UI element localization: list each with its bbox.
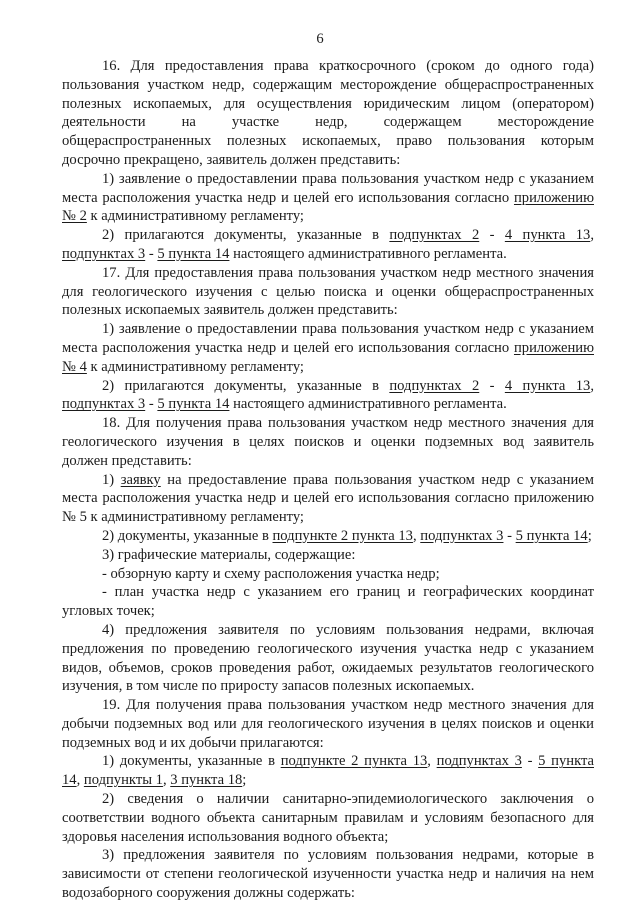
text-line bbox=[62, 339, 594, 358]
text-run: добычи подземных вод или для геологического изучения в целях поисков и оценки bbox=[62, 715, 594, 732]
text-run: , bbox=[76, 772, 84, 789]
cross-reference-link[interactable]: подпунктах 2 bbox=[389, 377, 480, 394]
text-line bbox=[62, 264, 594, 283]
text-run: на предоставление права пользования участком недр с указанием bbox=[160, 471, 595, 488]
text-run: предложения по проведению геологического изучения участка недр с указанием bbox=[62, 640, 594, 657]
text-line bbox=[62, 527, 594, 546]
text-run: места расположения участка недр и целей его использования согласно приложению bbox=[62, 490, 594, 507]
cross-reference-link[interactable]: № 4 bbox=[62, 358, 87, 375]
text-line bbox=[62, 283, 594, 302]
text-line bbox=[62, 226, 594, 245]
text-line bbox=[62, 132, 594, 151]
text-run: деятельности на участке недр, содержащем месторождение bbox=[62, 114, 594, 131]
text-run: , bbox=[590, 227, 594, 244]
text-run: - bbox=[145, 396, 158, 413]
text-line bbox=[62, 602, 594, 621]
text-line bbox=[62, 113, 594, 132]
text-line bbox=[62, 846, 594, 865]
text-run: к административному регламенту; bbox=[86, 358, 304, 375]
cross-reference-link[interactable]: заявку bbox=[120, 471, 161, 488]
cross-reference-link[interactable]: 4 пункта 13 bbox=[504, 377, 591, 394]
text-line bbox=[62, 189, 594, 208]
cross-reference-link[interactable]: подпунктах 3 bbox=[62, 396, 146, 413]
text-line bbox=[62, 734, 594, 753]
text-line bbox=[62, 659, 594, 678]
text-run: 1) заявление о предоставлении права пользования участком недр с указанием bbox=[102, 321, 594, 338]
text-line bbox=[62, 565, 594, 584]
cross-reference-link[interactable]: подпунктах 2 bbox=[389, 227, 480, 244]
text-run: 3) графические материалы, содержащие: bbox=[102, 546, 356, 563]
text-run: видов, объемов, сроков проведения работ, ожидаемых результатов геологического bbox=[62, 659, 594, 676]
text-run: подземных вод и их добычи прилагаются: bbox=[62, 734, 324, 751]
cross-reference-link[interactable]: 5 пункта 14 bbox=[515, 527, 588, 544]
text-line bbox=[62, 395, 594, 414]
text-run: - bbox=[479, 227, 505, 244]
text-run: к административному регламенту; bbox=[86, 208, 304, 225]
text-line bbox=[62, 715, 594, 734]
cross-reference-link[interactable]: 4 пункта 13 bbox=[504, 227, 591, 244]
text-run: настоящего административного регламента. bbox=[229, 396, 507, 413]
text-run: , bbox=[162, 772, 171, 789]
text-run: - bbox=[479, 377, 505, 394]
text-line bbox=[62, 583, 594, 602]
text-run: ; bbox=[587, 527, 592, 544]
page-number: 6 bbox=[316, 31, 324, 47]
text-line bbox=[62, 508, 594, 527]
text-run: 2) прилагаются документы, указанные в bbox=[102, 227, 390, 244]
text-run: 19. Для получения права пользования участком недр местного значения для bbox=[102, 697, 594, 714]
cross-reference-link[interactable]: подпункте 2 пункта 13 bbox=[272, 527, 413, 544]
text-run: 18. Для получения права пользования участком недр местного значения для bbox=[102, 415, 594, 432]
text-run: № 5 к административному регламенту; bbox=[62, 509, 304, 526]
text-run: соответствии водного объекта санитарным правилам и условиям безопасного для bbox=[62, 809, 594, 826]
text-run: 3) предложения заявителя по условиям пользования недрами, которые в bbox=[102, 847, 594, 864]
cross-reference-link[interactable]: 14 bbox=[62, 772, 77, 789]
text-line bbox=[62, 151, 594, 170]
text-line bbox=[62, 884, 594, 903]
text-line bbox=[62, 640, 594, 659]
text-run: для геологического изучения с целью поиска и оценки общераспространенных bbox=[62, 283, 594, 300]
text-run: 2) прилагаются документы, указанные в bbox=[102, 377, 390, 394]
text-run: досрочно прекращено, заявитель должен представить: bbox=[62, 151, 401, 168]
cross-reference-link[interactable]: приложению bbox=[513, 339, 594, 356]
cross-reference-link[interactable]: подпункте 2 пункта 13 bbox=[280, 753, 428, 770]
text-line bbox=[62, 358, 594, 377]
text-line bbox=[62, 621, 594, 640]
cross-reference-link[interactable]: 3 пункта 18 bbox=[170, 772, 243, 789]
text-line bbox=[62, 809, 594, 828]
text-line bbox=[62, 245, 594, 264]
text-run: - обзорную карту и схему расположения участка недр; bbox=[102, 565, 440, 582]
text-run: 1) документы, указанные в bbox=[102, 753, 281, 770]
text-line bbox=[62, 320, 594, 339]
text-line bbox=[62, 546, 594, 565]
text-run: места расположения участка недр и целей его использования согласно bbox=[62, 189, 514, 206]
text-run: здоровья населения использования водного объекта; bbox=[62, 828, 389, 845]
text-line bbox=[62, 471, 594, 490]
text-run: - bbox=[503, 527, 516, 544]
document-body bbox=[62, 57, 594, 903]
cross-reference-link[interactable]: подпунктах 3 bbox=[420, 527, 504, 544]
text-line bbox=[62, 771, 594, 790]
text-line bbox=[62, 95, 594, 114]
text-line bbox=[62, 57, 594, 76]
text-line bbox=[62, 790, 594, 809]
text-run: - bbox=[521, 753, 539, 770]
text-run: ; bbox=[242, 772, 247, 789]
text-run: места расположения участка недр и целей его использования согласно bbox=[62, 339, 514, 356]
text-run: - bbox=[145, 245, 158, 262]
cross-reference-link[interactable]: приложению bbox=[513, 189, 594, 206]
text-line bbox=[62, 301, 594, 320]
cross-reference-link[interactable]: № 2 bbox=[62, 208, 87, 225]
text-run: настоящего административного регламента. bbox=[229, 245, 507, 262]
text-run: должен представить: bbox=[62, 452, 192, 469]
text-run: пользования участком недр, содержащим месторождение общераспространенных bbox=[62, 76, 594, 93]
text-run: водозаборного сооружения должны содержать: bbox=[62, 885, 355, 902]
text-run: , bbox=[427, 753, 437, 770]
text-line bbox=[62, 377, 594, 396]
text-run: зависимости от степени геологической изученности участка недр и наличия на нем bbox=[62, 866, 594, 883]
text-run: 1) bbox=[102, 471, 121, 488]
text-run: 16. Для предоставления права краткосрочного (сроком до одного года) bbox=[102, 58, 594, 74]
text-line bbox=[62, 677, 594, 696]
text-line bbox=[62, 433, 594, 452]
text-line bbox=[62, 76, 594, 95]
text-run: общераспространенных полезных ископаемых, право пользования которым bbox=[62, 133, 594, 150]
text-line bbox=[62, 452, 594, 471]
text-run: 17. Для предоставления права пользования участком недр местного значения bbox=[102, 264, 594, 281]
text-run: геологического изучения в целях поисков и оценки подземных вод заявитель bbox=[62, 433, 594, 450]
text-line bbox=[62, 865, 594, 884]
text-run: , bbox=[412, 527, 421, 544]
text-run: изучения, в том числе по приросту запасов полезных ископаемых. bbox=[62, 678, 475, 695]
text-line bbox=[62, 207, 594, 226]
cross-reference-link[interactable]: 5 пункта 14 bbox=[157, 396, 230, 413]
text-run: угловых точек; bbox=[62, 603, 155, 620]
text-line bbox=[62, 170, 594, 189]
text-run: 2) сведения о наличии санитарно-эпидемиологического заключения о bbox=[102, 791, 594, 808]
text-run: 2) документы, указанные в bbox=[102, 527, 273, 544]
cross-reference-link[interactable]: 5 пункта bbox=[538, 753, 594, 770]
cross-reference-link[interactable]: 5 пункта 14 bbox=[157, 245, 230, 262]
text-run: - план участка недр с указанием его границ и географических координат bbox=[102, 584, 594, 601]
text-line bbox=[62, 489, 594, 508]
cross-reference-link[interactable]: подпунктах 3 bbox=[436, 753, 522, 770]
text-run: полезных ископаемых заявитель должен представить: bbox=[62, 302, 398, 319]
text-line bbox=[62, 414, 594, 433]
text-run: , bbox=[590, 377, 594, 394]
cross-reference-link[interactable]: подпунктах 3 bbox=[62, 245, 146, 262]
text-run: полезных ископаемых, для осуществления юридическим лицом (оператором) bbox=[62, 95, 594, 112]
cross-reference-link[interactable]: подпункты 1 bbox=[83, 772, 163, 789]
text-run: 1) заявление о предоставлении права пользования участком недр с указанием bbox=[102, 170, 594, 187]
text-line bbox=[62, 752, 594, 771]
text-line bbox=[62, 696, 594, 715]
text-line bbox=[62, 828, 594, 847]
text-run: 4) предложения заявителя по условиям пользования недрами, включая bbox=[102, 621, 594, 638]
